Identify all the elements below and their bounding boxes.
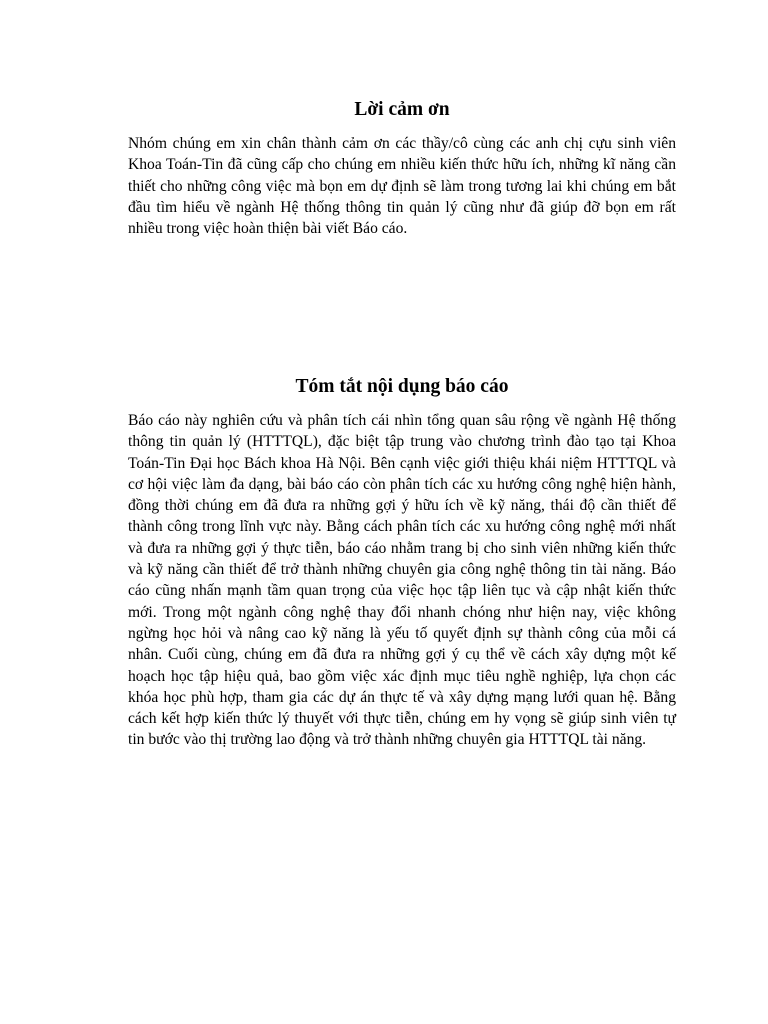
acknowledgement-section bbox=[128, 96, 676, 239]
summary-section bbox=[128, 373, 676, 751]
acknowledgement-title: Lời cảm ơn bbox=[354, 99, 450, 120]
summary-title: Tóm tắt nội dụng báo cáo bbox=[295, 376, 509, 397]
summary-paragraph: Báo cáo này nghiên cứu và phân tích cái nhìn tổng quan sâu rộng về ngành Hệ thống thông tin quản lý (HTTTQL), đặc biệt tập trung vào chương trình đào tạo tại Khoa Toán-Tin Đại học Bách khoa Hà Nội. Bên cạnh việc giới thiệu khái niệm HTTTQL và cơ hội việc làm đa dạng, bài báo cáo còn phân tích các xu hướng công nghệ hiện hành, đồng thời chúng em đã đưa ra những gợi ý hữu ích về kỹ năng, thái độ cần thiết để thành công trong lĩnh vực này. Bằng cách phân tích các xu hướng công nghệ mới nhất và đưa ra những gợi ý thực tiễn, báo cáo nhằm trang bị cho sinh viên những kiến thức và kỹ năng cần thiết để trở thành những chuyên gia công nghệ thông tin tài năng. Báo cáo cũng nhấn mạnh tầm quan trọng của việc học tập liên tục và cập nhật kiến thức mới. Trong một ngành công nghệ thay đổi nhanh chóng như hiện nay, việc không ngừng học hỏi và nâng cao kỹ năng là yếu tố quyết định sự thành công của mỗi cá nhân. Cuối cùng, chúng em đã đưa ra những gợi ý cụ thể về cách xây dựng một kế hoạch học tập hiệu quả, bao gồm việc xác định mục tiêu nghề nghiệp, lựa chọn các khóa học phù hợp, tham gia các dự án thực tế và xây dựng mạng lưới quan hệ. Bằng cách kết hợp kiến thức lý thuyết với thực tiễn, chúng em hy vọng sẽ giúp sinh viên tự tin bước vào thị trường lao động và trở thành những chuyên gia HTTTQL tài năng. bbox=[128, 412, 676, 749]
acknowledgement-paragraph: Nhóm chúng em xin chân thành cảm ơn các thầy/cô cùng các anh chị cựu sinh viên Khoa Toán-Tin đã cũng cấp cho chúng em nhiều kiến thức hữu ích, những kĩ năng cần thiết cho những công việc mà bọn em dự định sẽ làm trong tương lai khi chúng em bắt đầu tìm hiểu về ngành Hệ thống thông tin quản lý cũng như đã giúp đỡ bọn em rất nhiều trong việc hoàn thiện bài viết Báo cáo. bbox=[128, 135, 676, 238]
